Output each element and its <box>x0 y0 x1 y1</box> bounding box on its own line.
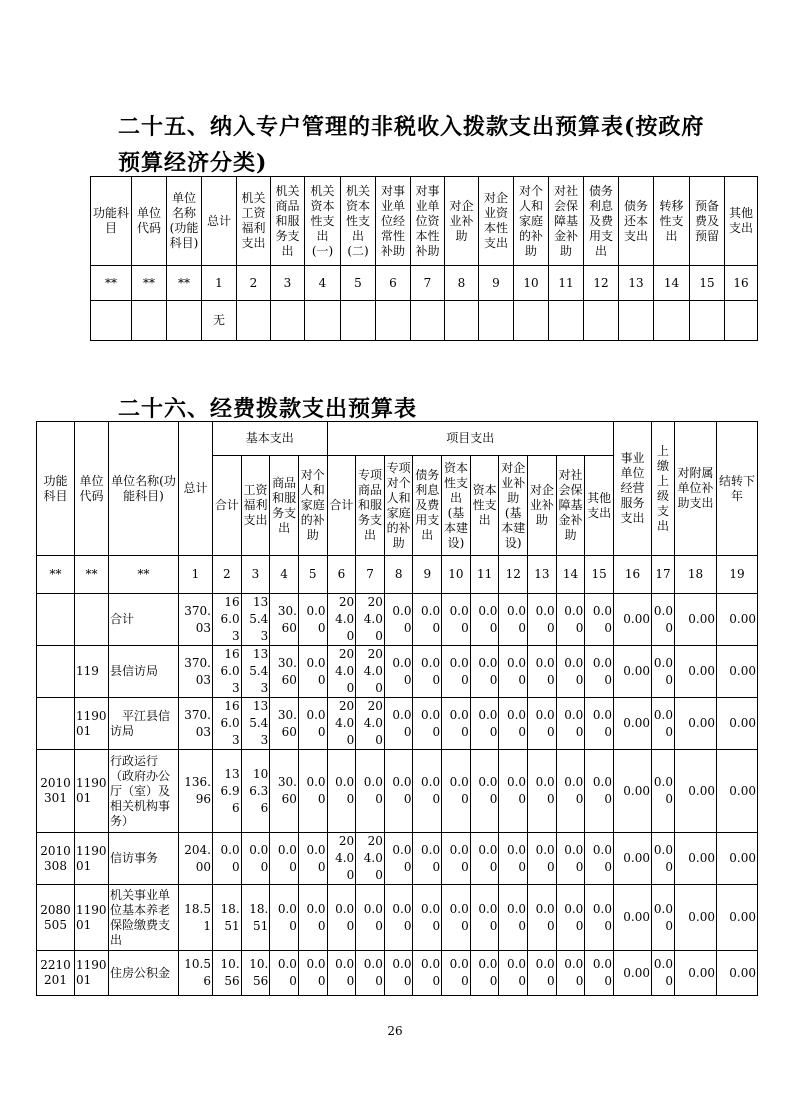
amount-cell: 166.03 <box>213 646 242 698</box>
amount-cell: 0.00 <box>614 951 652 996</box>
column-header: 对附属单位补助支出 <box>675 422 717 556</box>
serial-cell: 9 <box>413 556 442 594</box>
serial-cell: 18 <box>675 556 717 594</box>
unit-code-cell <box>75 594 109 646</box>
amount-cell: 0.00 <box>614 885 652 951</box>
unit-name-cell: 合计 <box>109 594 179 646</box>
column-header: 单位名称(功能科目) <box>167 177 202 266</box>
amount-cell: 0.00 <box>298 951 327 996</box>
serial-cell: 2 <box>213 556 242 594</box>
unit-code-cell: 119001 <box>75 698 109 750</box>
column-header: 对个人和家庭的补助 <box>514 177 549 266</box>
serial-cell: 4 <box>305 266 341 301</box>
group-header-basic: 基本支出 <box>213 422 328 456</box>
amount-cell: 0.00 <box>384 646 413 698</box>
funding-budget-table <box>36 421 758 996</box>
amount-cell: 0.00 <box>470 951 499 996</box>
serial-cell: 1 <box>202 266 237 301</box>
table-cell <box>237 301 271 341</box>
column-header: 对社会保障基金补助 <box>549 177 584 266</box>
column-header: 合计 <box>213 456 242 556</box>
serial-cell: 19 <box>717 556 758 594</box>
amount-cell: 0.00 <box>470 594 499 646</box>
amount-cell: 0.00 <box>675 951 717 996</box>
serial-cell: 6 <box>327 556 356 594</box>
amount-cell: 0.00 <box>470 646 499 698</box>
amount-cell: 204.00 <box>356 594 385 646</box>
function-code-cell: 2080505 <box>37 885 75 951</box>
column-header: 资本性支出(基本建设) <box>442 456 471 556</box>
amount-cell: 0.00 <box>413 833 442 885</box>
amount-cell: 0.00 <box>298 698 327 750</box>
amount-cell: 0.00 <box>717 833 758 885</box>
column-header: 债务利息及费用支出 <box>584 177 619 266</box>
table-cell <box>725 301 758 341</box>
amount-cell: 0.00 <box>241 833 270 885</box>
function-code-cell: 2010301 <box>37 750 75 833</box>
amount-cell: 204.00 <box>327 646 356 698</box>
amount-cell: 136.96 <box>213 750 242 833</box>
amount-cell: 0.00 <box>470 750 499 833</box>
amount-cell: 0.00 <box>499 698 528 750</box>
amount-cell: 0.00 <box>413 951 442 996</box>
amount-cell: 106.36 <box>241 750 270 833</box>
column-header: 对事业单位资本性补助 <box>411 177 445 266</box>
serial-cell: 3 <box>241 556 270 594</box>
column-header: 对企业补助 <box>445 177 479 266</box>
amount-cell: 0.00 <box>384 698 413 750</box>
amount-cell: 136.96 <box>179 750 213 833</box>
table-row <box>37 594 758 646</box>
serial-cell: 3 <box>271 266 305 301</box>
group-header-project: 项目支出 <box>327 422 613 456</box>
amount-cell: 0.00 <box>442 594 471 646</box>
column-header: 其他支出 <box>585 456 614 556</box>
header-row <box>91 177 758 266</box>
table-row <box>91 301 758 341</box>
serial-cell: 14 <box>654 266 690 301</box>
amount-cell: 0.00 <box>585 594 614 646</box>
amount-cell: 0.00 <box>675 646 717 698</box>
serial-cell: 1 <box>179 556 213 594</box>
amount-cell: 204.00 <box>356 698 385 750</box>
amount-cell: 0.00 <box>499 885 528 951</box>
unit-code-cell: 119001 <box>75 750 109 833</box>
column-header: 单位代码 <box>75 422 109 556</box>
column-header: 结转下年 <box>717 422 758 556</box>
amount-cell: 0.00 <box>652 698 675 750</box>
amount-cell: 135.43 <box>241 698 270 750</box>
amount-cell: 0.00 <box>675 594 717 646</box>
amount-cell: 0.00 <box>442 698 471 750</box>
amount-cell: 0.00 <box>614 750 652 833</box>
amount-cell: 0.00 <box>413 646 442 698</box>
amount-cell: 0.00 <box>652 646 675 698</box>
amount-cell: 370.03 <box>179 594 213 646</box>
column-header: 对企业资本性支出 <box>479 177 514 266</box>
serial-cell: ** <box>37 556 75 594</box>
column-header: 机关资本性支出(一) <box>305 177 341 266</box>
column-header: 对企业补助(基本建设) <box>499 456 528 556</box>
group-header-row <box>37 422 758 456</box>
column-header: 资本性支出 <box>470 456 499 556</box>
amount-cell: 18.51 <box>179 885 213 951</box>
column-header: 总计 <box>202 177 237 266</box>
amount-cell: 204.00 <box>356 833 385 885</box>
amount-cell: 0.00 <box>556 698 585 750</box>
column-header: 单位代码 <box>132 177 167 266</box>
amount-cell: 0.00 <box>528 833 557 885</box>
function-code-cell <box>37 646 75 698</box>
amount-cell: 0.00 <box>442 750 471 833</box>
column-header: 转移性支出 <box>654 177 690 266</box>
column-header: 上缴上级支出 <box>652 422 675 556</box>
serial-cell: ** <box>132 266 167 301</box>
amount-cell: 204.00 <box>327 833 356 885</box>
amount-cell: 0.00 <box>585 885 614 951</box>
table-row <box>37 833 758 885</box>
amount-cell: 0.00 <box>614 594 652 646</box>
amount-cell: 0.00 <box>499 646 528 698</box>
amount-cell: 0.00 <box>413 698 442 750</box>
serial-cell: 2 <box>237 266 271 301</box>
amount-cell: 0.00 <box>213 833 242 885</box>
amount-cell: 0.00 <box>327 750 356 833</box>
amount-cell: 0.00 <box>585 646 614 698</box>
function-code-cell: 2010308 <box>37 833 75 885</box>
amount-cell: 0.00 <box>298 646 327 698</box>
serial-cell: 7 <box>411 266 445 301</box>
amount-cell: 0.00 <box>298 594 327 646</box>
unit-code-cell: 119 <box>75 646 109 698</box>
serial-cell: ** <box>167 266 202 301</box>
amount-cell: 30.60 <box>270 594 299 646</box>
column-header: 债务还本支出 <box>619 177 654 266</box>
table-cell <box>305 301 341 341</box>
amount-cell: 0.00 <box>528 646 557 698</box>
amount-cell: 0.00 <box>270 951 299 996</box>
amount-cell: 0.00 <box>528 750 557 833</box>
amount-cell: 0.00 <box>356 750 385 833</box>
amount-cell: 10.56 <box>179 951 213 996</box>
amount-cell: 0.00 <box>614 698 652 750</box>
table-cell: 无 <box>202 301 237 341</box>
amount-cell: 0.00 <box>384 750 413 833</box>
amount-cell: 0.00 <box>499 951 528 996</box>
amount-cell: 0.00 <box>384 833 413 885</box>
amount-cell: 0.00 <box>556 951 585 996</box>
amount-cell: 166.03 <box>213 594 242 646</box>
section25-title-line1: 二十五、纳入专户管理的非税收入拨款支出预算表(按政府 <box>118 114 705 140</box>
table-cell <box>584 301 619 341</box>
amount-cell: 0.00 <box>470 885 499 951</box>
unit-name-cell: 住房公积金 <box>109 951 179 996</box>
unit-code-cell: 119001 <box>75 951 109 996</box>
amount-cell: 0.00 <box>499 750 528 833</box>
amount-cell: 0.00 <box>614 646 652 698</box>
serial-cell: 17 <box>652 556 675 594</box>
amount-cell: 0.00 <box>298 833 327 885</box>
column-header: 功能科目 <box>91 177 132 266</box>
amount-cell: 0.00 <box>384 951 413 996</box>
amount-cell: 0.00 <box>327 885 356 951</box>
amount-cell: 204.00 <box>356 646 385 698</box>
serial-cell: 15 <box>585 556 614 594</box>
table-cell <box>341 301 376 341</box>
column-header: 机关资本性支出(二) <box>341 177 376 266</box>
table-cell <box>619 301 654 341</box>
amount-cell: 30.60 <box>270 750 299 833</box>
amount-cell: 0.00 <box>585 833 614 885</box>
amount-cell: 0.00 <box>442 646 471 698</box>
serial-cell: 15 <box>690 266 725 301</box>
amount-cell: 0.00 <box>298 885 327 951</box>
amount-cell: 0.00 <box>717 646 758 698</box>
table-cell <box>411 301 445 341</box>
column-header: 总计 <box>179 422 213 556</box>
amount-cell: 0.00 <box>717 885 758 951</box>
amount-cell: 0.00 <box>528 698 557 750</box>
table-row <box>37 885 758 951</box>
table-cell <box>445 301 479 341</box>
column-header: 预备费及预留 <box>690 177 725 266</box>
table-row <box>37 750 758 833</box>
amount-cell: 0.00 <box>356 885 385 951</box>
amount-cell: 0.00 <box>270 833 299 885</box>
amount-cell: 0.00 <box>585 750 614 833</box>
amount-cell: 0.00 <box>413 594 442 646</box>
serial-cell: ** <box>91 266 132 301</box>
function-code-cell: 2210201 <box>37 951 75 996</box>
column-header: 其他支出 <box>725 177 758 266</box>
amount-cell: 0.00 <box>652 885 675 951</box>
table-cell <box>167 301 202 341</box>
amount-cell: 0.00 <box>470 833 499 885</box>
amount-cell: 0.00 <box>413 750 442 833</box>
amount-cell: 0.00 <box>413 885 442 951</box>
serial-cell: ** <box>109 556 179 594</box>
serial-cell: 7 <box>356 556 385 594</box>
table-cell <box>271 301 305 341</box>
unit-name-cell: 县信访局 <box>109 646 179 698</box>
serial-cell: 11 <box>549 266 584 301</box>
table-cell <box>132 301 167 341</box>
amount-cell: 0.00 <box>556 833 585 885</box>
amount-cell: 370.03 <box>179 698 213 750</box>
table-cell <box>376 301 411 341</box>
table-cell <box>654 301 690 341</box>
serial-cell: 8 <box>384 556 413 594</box>
serial-row <box>91 266 758 301</box>
amount-cell: 10.56 <box>241 951 270 996</box>
serial-cell: 13 <box>528 556 557 594</box>
table-cell <box>479 301 514 341</box>
amount-cell: 0.00 <box>528 885 557 951</box>
amount-cell: 0.00 <box>470 698 499 750</box>
amount-cell: 0.00 <box>675 750 717 833</box>
amount-cell: 0.00 <box>652 750 675 833</box>
amount-cell: 0.00 <box>442 885 471 951</box>
amount-cell: 0.00 <box>717 750 758 833</box>
amount-cell: 30.60 <box>270 698 299 750</box>
amount-cell: 0.00 <box>652 594 675 646</box>
table-cell <box>514 301 549 341</box>
amount-cell: 0.00 <box>675 833 717 885</box>
amount-cell: 135.43 <box>241 594 270 646</box>
column-header: 对社会保障基金补助 <box>556 456 585 556</box>
amount-cell: 204.00 <box>327 594 356 646</box>
amount-cell: 0.00 <box>298 750 327 833</box>
serial-cell: 10 <box>442 556 471 594</box>
amount-cell: 0.00 <box>652 833 675 885</box>
section26-title: 二十六、经费拨款支出预算表 <box>118 396 418 422</box>
amount-cell: 18.51 <box>213 885 242 951</box>
amount-cell: 0.00 <box>356 951 385 996</box>
amount-cell: 0.00 <box>499 594 528 646</box>
column-header: 债务利息及费用支出 <box>413 456 442 556</box>
amount-cell: 0.00 <box>499 833 528 885</box>
column-header: 对企业补助 <box>528 456 557 556</box>
table-cell <box>549 301 584 341</box>
serial-cell: 13 <box>619 266 654 301</box>
table-row <box>37 698 758 750</box>
column-header: 工资福利支出 <box>241 456 270 556</box>
table-cell <box>690 301 725 341</box>
column-header: 机关工资福利支出 <box>237 177 271 266</box>
unit-name-cell: 信访事务 <box>109 833 179 885</box>
function-code-cell <box>37 594 75 646</box>
table-row <box>37 951 758 996</box>
serial-cell: 5 <box>341 266 376 301</box>
serial-cell: 10 <box>514 266 549 301</box>
amount-cell: 0.00 <box>442 833 471 885</box>
amount-cell: 0.00 <box>614 833 652 885</box>
amount-cell: 0.00 <box>528 951 557 996</box>
unit-name-cell: 行政运行（政府办公厅（室）及相关机构事务） <box>109 750 179 833</box>
amount-cell: 0.00 <box>556 885 585 951</box>
serial-cell: 9 <box>479 266 514 301</box>
serial-cell: 11 <box>470 556 499 594</box>
amount-cell: 166.03 <box>213 698 242 750</box>
serial-cell: 16 <box>614 556 652 594</box>
unit-name-cell: 机关事业单位基本养老保险缴费支出 <box>109 885 179 951</box>
table-row <box>37 646 758 698</box>
column-header: 合计 <box>327 456 356 556</box>
unit-code-cell: 119001 <box>75 833 109 885</box>
amount-cell: 0.00 <box>585 951 614 996</box>
amount-cell: 0.00 <box>556 646 585 698</box>
column-header: 对事业单位经常性补助 <box>376 177 411 266</box>
amount-cell: 0.00 <box>675 698 717 750</box>
column-header: 单位名称(功能科目) <box>109 422 179 556</box>
column-header: 机关商品和服务支出 <box>271 177 305 266</box>
amount-cell: 0.00 <box>327 951 356 996</box>
serial-cell: 5 <box>298 556 327 594</box>
page-number: 26 <box>387 1024 403 1038</box>
serial-cell: 14 <box>556 556 585 594</box>
amount-cell: 135.43 <box>241 646 270 698</box>
amount-cell: 0.00 <box>384 594 413 646</box>
amount-cell: 0.00 <box>556 594 585 646</box>
serial-cell: 8 <box>445 266 479 301</box>
function-code-cell <box>37 698 75 750</box>
amount-cell: 0.00 <box>528 594 557 646</box>
amount-cell: 0.00 <box>675 885 717 951</box>
serial-cell: 6 <box>376 266 411 301</box>
serial-cell: 16 <box>725 266 758 301</box>
amount-cell: 0.00 <box>556 750 585 833</box>
amount-cell: 0.00 <box>717 698 758 750</box>
amount-cell: 30.60 <box>270 646 299 698</box>
amount-cell: 204.00 <box>179 833 213 885</box>
amount-cell: 10.56 <box>213 951 242 996</box>
column-header: 商品和服务支出 <box>270 456 299 556</box>
amount-cell: 204.00 <box>327 698 356 750</box>
amount-cell: 18.51 <box>241 885 270 951</box>
amount-cell: 0.00 <box>717 594 758 646</box>
serial-cell: 4 <box>270 556 299 594</box>
column-header: 对个人和家庭的补助 <box>298 456 327 556</box>
amount-cell: 0.00 <box>270 885 299 951</box>
serial-cell: ** <box>75 556 109 594</box>
serial-cell: 12 <box>499 556 528 594</box>
amount-cell: 0.00 <box>585 698 614 750</box>
nontax-budget-table <box>90 176 758 341</box>
column-header: 专项对个人和家庭的补助 <box>384 456 413 556</box>
table-cell <box>91 301 132 341</box>
amount-cell: 0.00 <box>717 951 758 996</box>
serial-cell: 12 <box>584 266 619 301</box>
column-header: 专项商品和服务支出 <box>356 456 385 556</box>
amount-cell: 370.03 <box>179 646 213 698</box>
amount-cell: 0.00 <box>384 885 413 951</box>
column-header: 事业单位经营服务支出 <box>614 422 652 556</box>
unit-name-cell: 平江县信访局 <box>109 698 179 750</box>
section25-title-line2: 预算经济分类) <box>118 150 268 176</box>
amount-cell: 0.00 <box>652 951 675 996</box>
column-header: 功能科目 <box>37 422 75 556</box>
unit-code-cell: 119001 <box>75 885 109 951</box>
amount-cell: 0.00 <box>442 951 471 996</box>
serial-row <box>37 556 758 594</box>
